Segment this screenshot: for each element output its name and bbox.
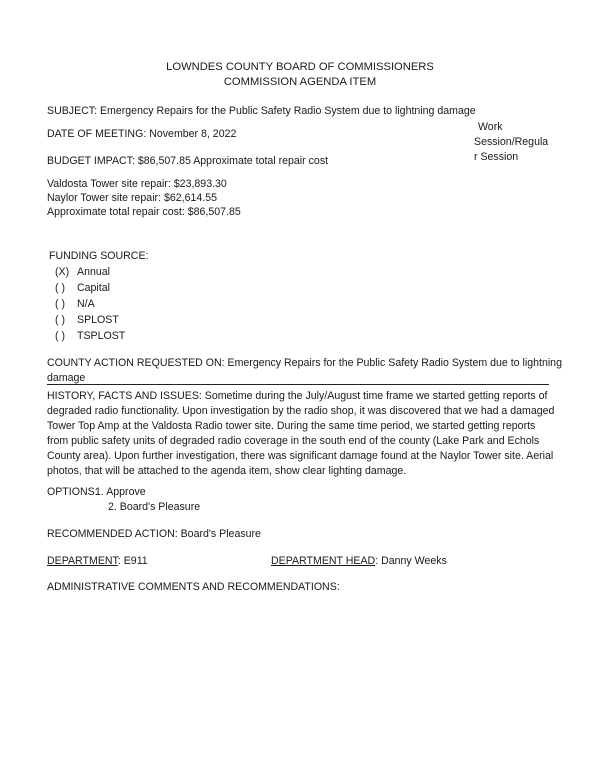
checkbox-mark: ( ) bbox=[55, 282, 65, 294]
subject: SUBJECT: Emergency Repairs for the Public Safety Radio System due to lightning damage bbox=[47, 105, 476, 117]
funding-item bbox=[55, 328, 125, 344]
funding-item bbox=[55, 312, 125, 328]
history-line: Tower Top Amp at the Valdosta Radio tower site. During the same time period, we started getting reports bbox=[47, 420, 536, 432]
cost-item: Naylor Tower site repair: $62,614.55 bbox=[47, 192, 217, 204]
budget-impact: BUDGET IMPACT: $86,507.85 Approximate total repair cost bbox=[47, 155, 329, 167]
department-value: : E911 bbox=[117, 555, 148, 567]
history-line: HISTORY, FACTS AND ISSUES: Sometime during the July/August time frame we started getting reports of bbox=[47, 390, 548, 402]
session-line: Session/Regula bbox=[474, 136, 549, 148]
session-line: Work bbox=[478, 121, 503, 133]
checkbox-mark: (X) bbox=[55, 266, 70, 278]
checkbox-mark: ( ) bbox=[55, 330, 65, 342]
department-head bbox=[271, 554, 447, 569]
header-subtitle: COMMISSION AGENDA ITEM bbox=[223, 76, 377, 88]
funding-label: Annual bbox=[77, 266, 110, 278]
admin-comments: ADMINISTRATIVE COMMENTS AND RECOMMENDATIONS: bbox=[47, 581, 340, 593]
checkbox-mark: ( ) bbox=[55, 298, 65, 310]
cost-list bbox=[47, 177, 241, 219]
checkbox-mark: ( ) bbox=[55, 314, 65, 326]
option-item: 1. Approve bbox=[95, 486, 146, 498]
department-label: DEPARTMENT bbox=[47, 555, 118, 567]
history-line: from public safety units of degraded radio coverage in the south end of the county (Lake Park and Echols bbox=[47, 435, 540, 447]
option-item: 2. Board's Pleasure bbox=[108, 501, 201, 513]
funding-label: SPLOST bbox=[77, 314, 119, 326]
action-line: damage bbox=[47, 372, 86, 384]
history-facts bbox=[47, 389, 554, 479]
funding-label: TSPLOST bbox=[77, 330, 126, 342]
session-type bbox=[474, 120, 548, 165]
funding-item bbox=[55, 264, 125, 280]
cost-item: Valdosta Tower site repair: $23,893.30 bbox=[47, 178, 227, 190]
history-line: degraded radio functionality. Upon investigation by the radio shop, it was discovered that we had a damaged bbox=[47, 405, 555, 417]
funding-item bbox=[55, 296, 125, 312]
department-head-value: : Danny Weeks bbox=[375, 555, 447, 567]
action-line: COUNTY ACTION REQUESTED ON: Emergency Repairs for the Public Safety Radio System due to lightning bbox=[47, 357, 562, 369]
funding-item bbox=[55, 280, 125, 296]
recommended-action: RECOMMENDED ACTION: Board's Pleasure bbox=[47, 528, 261, 540]
funding-label: N/A bbox=[77, 298, 95, 310]
history-line: County area). Upon further investigation, there was significant damage found at the Naylor Tower site. Aerial bbox=[47, 450, 554, 462]
options-label: OPTIONS: bbox=[47, 486, 98, 498]
header-title: LOWNDES COUNTY BOARD OF COMMISSIONERS bbox=[166, 61, 434, 73]
funding-label: Capital bbox=[77, 282, 110, 294]
department bbox=[47, 554, 148, 569]
meeting-date: DATE OF MEETING: November 8, 2022 bbox=[47, 128, 237, 140]
divider bbox=[47, 384, 549, 385]
funding-title: FUNDING SOURCE: bbox=[49, 250, 149, 262]
cost-item: Approximate total repair cost: $86,507.85 bbox=[47, 206, 241, 218]
action-requested bbox=[47, 356, 562, 386]
session-line: r Session bbox=[474, 151, 519, 163]
department-head-label: DEPARTMENT HEAD bbox=[271, 555, 376, 567]
history-line: photos, that will be attached to the agenda item, show clear lighting damage. bbox=[47, 465, 407, 477]
funding-list bbox=[55, 264, 125, 344]
